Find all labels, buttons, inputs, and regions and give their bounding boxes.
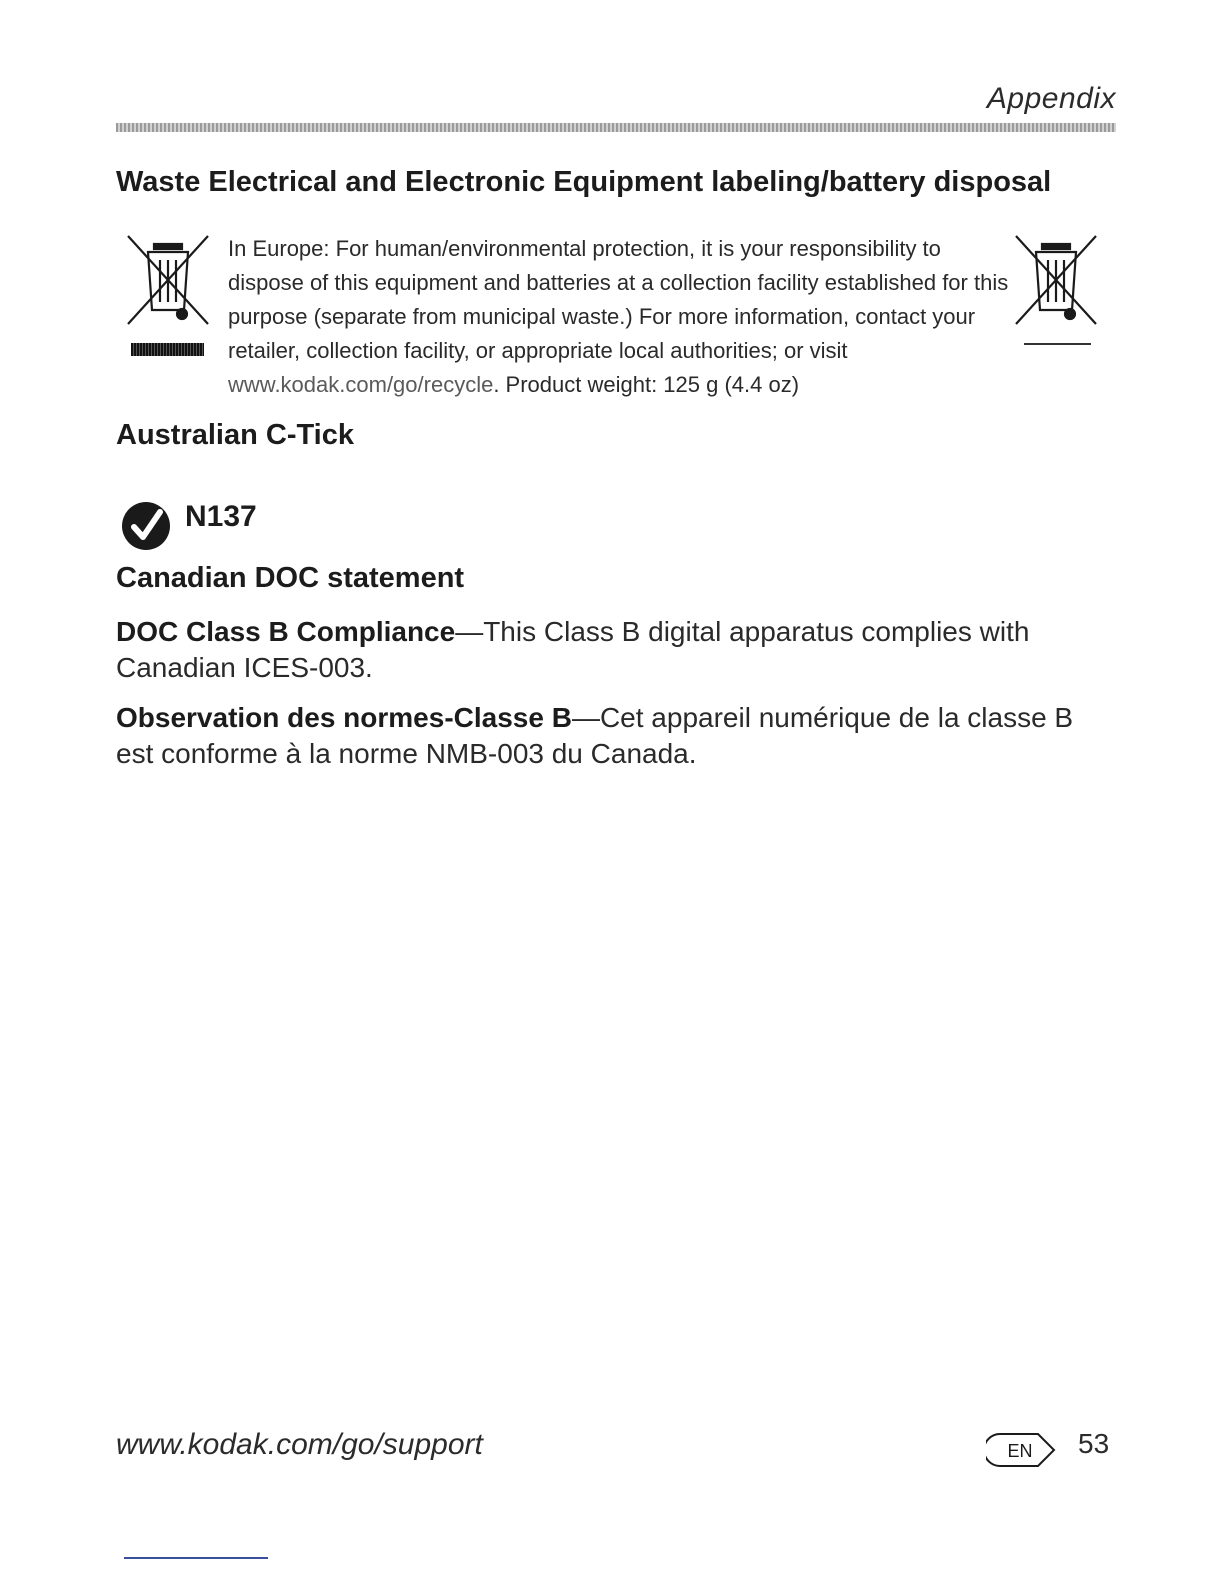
doc-class-b-paragraph: [116, 614, 1116, 686]
recycle-link[interactable]: www.kodak.com/go/recycle: [228, 372, 494, 397]
bottom-rule: [124, 1557, 268, 1559]
language-en-badge-icon: [986, 1432, 1056, 1468]
weee-text-after-link: . Product weight: 125 g (4.4 oz): [493, 372, 800, 397]
crossed-out-wheelie-bin-icon: [126, 234, 210, 328]
observation-normes-text: —Cet appareil numérique de la classe B est conforme à la norme NMB-003 du Canada.: [116, 702, 1074, 769]
header-rule: [116, 123, 1116, 132]
canadian-doc-heading: Canadian DOC statement: [116, 562, 465, 594]
observation-normes-title: Observation des normes-Classe B: [116, 702, 572, 733]
observation-normes-paragraph: [116, 700, 1116, 772]
crossed-out-wheelie-bin-icon: [1014, 234, 1098, 328]
ctick-code: N137: [185, 500, 257, 533]
black-bar-marker: [131, 343, 204, 356]
language-en-badge-label: EN: [1007, 1441, 1033, 1461]
ctick-heading: Australian C-Tick: [116, 419, 354, 451]
doc-class-b-title: DOC Class B Compliance: [116, 616, 456, 647]
weee-text-before-link: In Europe: For human/environmental protection, it is your responsibility to dispose of this equipment and batteries at a collection facility established for this purpose (separate from municipal waste.) For more information, contact your retailer, collection facility, or appropriate local authorities; or visit: [228, 236, 1009, 363]
doc-class-b-text: —This Class B digital apparatus complies with Canadian ICES-003.: [116, 616, 1030, 683]
page-number: 53: [1078, 1428, 1110, 1459]
weee-paragraph: [228, 232, 1018, 402]
footer-support-link[interactable]: www.kodak.com/go/support: [116, 1428, 483, 1461]
weee-heading: Waste Electrical and Electronic Equipment labeling/battery disposal: [116, 166, 1052, 198]
thin-rule-marker: [1024, 343, 1091, 345]
page-header-title: Appendix: [986, 82, 1116, 115]
c-tick-icon: [120, 500, 172, 552]
